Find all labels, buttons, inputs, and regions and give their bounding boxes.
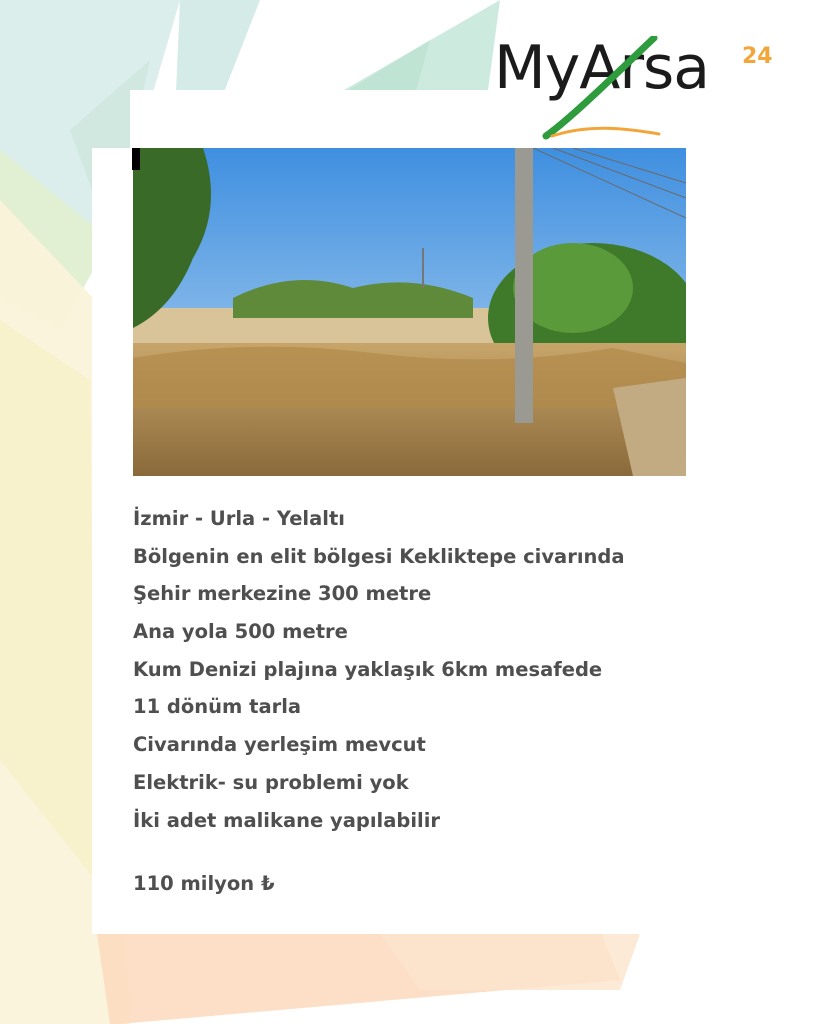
card-top-panel: [130, 90, 502, 150]
build-capacity-line: İki adet malikane yapılabilir: [133, 808, 441, 832]
main-road-distance-line: Ana yola 500 metre: [133, 620, 348, 644]
beach-distance-line: Kum Denizi plajına yaklaşık 6km mesafede: [133, 657, 603, 681]
price-label: 110 milyon ₺: [133, 872, 275, 895]
utilities-line: Elektrik- su problemi yok: [133, 770, 409, 794]
city-center-distance-line: Şehir merkezine 300 metre: [133, 582, 432, 606]
brand-logo: [494, 33, 784, 146]
area-line: Bölgenin en elit bölgesi Kekliktepe civarında: [133, 544, 625, 568]
settlement-line: Civarında yerleşim mevcut: [133, 733, 426, 757]
land-size-line: 11 dönüm tarla: [133, 695, 302, 719]
location-line: İzmir - Urla - Yelaltı: [133, 507, 345, 530]
card-bottom-panel: [130, 890, 610, 934]
brand-name: MyArsa: [494, 33, 710, 103]
brand-superscript: 24: [742, 44, 773, 69]
photo-edge-mark: [132, 148, 140, 170]
swoosh-icon: [494, 33, 784, 146]
listing-details: [133, 500, 625, 839]
land-photo: [133, 148, 686, 476]
